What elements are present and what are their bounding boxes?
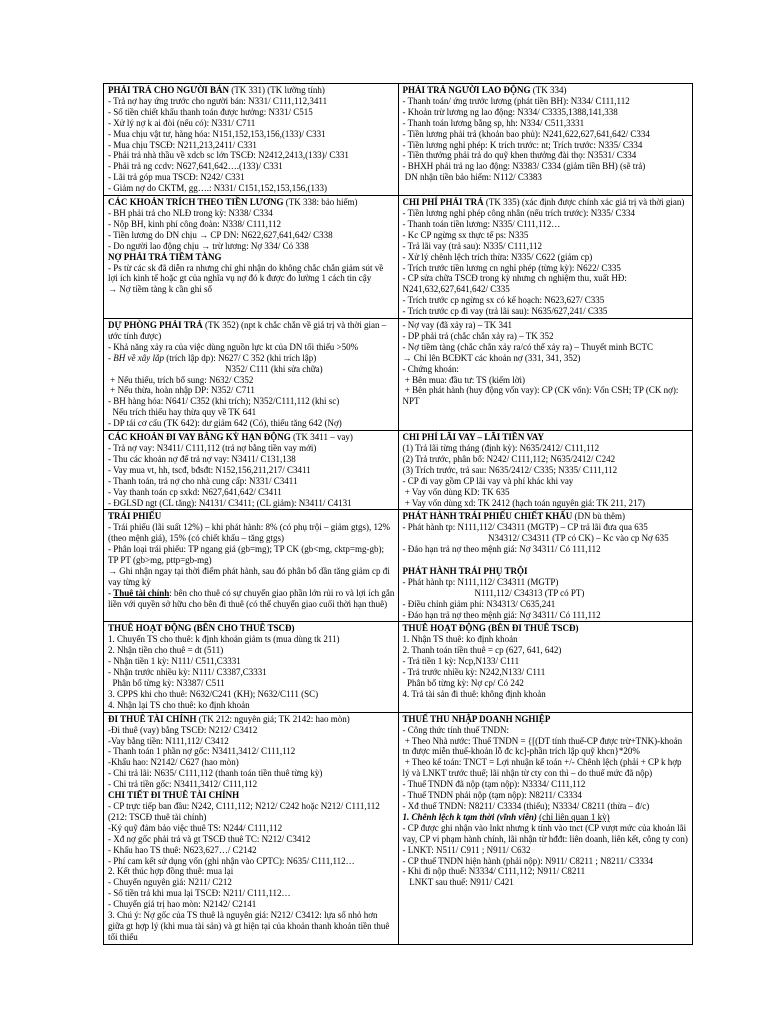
section-line (108, 353, 395, 364)
section-line: Phân bổ từng kỳ: N3387/ C511 (108, 678, 225, 689)
section-line: - Thanh toán tiền lương: N335/ C111,112… (402, 218, 561, 229)
section-line: → Chỉ lên BCĐKT các khoản nợ (331, 341, 352) (402, 352, 581, 363)
section-line: - Thanh toán lương bằng sp, hh: N334/ C511,3331 (402, 117, 585, 128)
line-segment: (trích lập dp): N627/ C 352 (khi trích lập) (163, 352, 317, 363)
section-line: + Vay vốn dùng xd: TK 2412 (hạch toán nguyên giá: TK 211, 217) (402, 497, 645, 508)
section-line: - Thanh toán/ ứng trước lương (phát tiền BH): N334/ C111,112 (402, 95, 630, 106)
section-line: 2. Kết thúc hợp đồng thuê: mua lại (108, 866, 234, 877)
section-title: PHÁT HÀNH TRÁI PHỤ TRỘI (402, 565, 528, 576)
section-line: - Trái phiếu (lãi suất 12%) – khi phát hành: 8% (có phụ trội – giảm gtgs), 12% (theo mệnh giá), 15% (có chiết khấu – tăng gtgs) (108, 522, 393, 544)
section (108, 197, 395, 252)
table-row (104, 196, 693, 319)
section (108, 790, 395, 943)
section-line (403, 812, 690, 823)
section-title: CHI PHÍ PHẢI TRẢ (402, 197, 484, 208)
table-cell-right (398, 510, 693, 622)
section-line: - Thanh toán 1 phần nợ gốc: N3411,3412/ C111,112 (108, 746, 296, 757)
section-line: N352/ C111 (khi sửa chữa) (108, 363, 323, 374)
section-line: 2. Thanh toán tiền thuê = cp (627, 641, 642) (402, 645, 562, 656)
section-heading (403, 85, 690, 96)
section-line: N111,112/ C34313 (TP có PT) (402, 587, 585, 598)
section-line: - Số tiền chiết khấu thanh toán được hưởng: N331/ C515 (108, 106, 313, 117)
section-title: THUẾ THU NHẬP DOANH NGHIỆP (402, 713, 551, 724)
section-line: - DP tái cơ cấu (TK 642): dư giảm 642 (Có), thiếu tăng 642 (Nợ) (108, 418, 342, 429)
table-row (104, 84, 693, 196)
section-line: 1. Chuyển TS cho thuê: k định khoản giảm ts (mua dùng tk 211) (108, 634, 340, 645)
table-row (104, 510, 693, 622)
section-line: (2) Trả trước, phân bổ: N242/ C111,112; N635/2412/ C242 (402, 453, 616, 464)
section (403, 566, 690, 621)
table-cell-right (398, 622, 693, 712)
section-title: PHẢI TRẢ NGƯỜI LAO ĐỘNG (402, 85, 531, 95)
section-line: - Phát hành tp: N111,112/ C34311 (MGTP) – CP trả lãi đưa qua 635 (402, 522, 648, 533)
section-line: 1. Nhận TS thuê: ko định khoản (402, 634, 518, 645)
section-line: + Theo kế toán: TNCT = Lợi nhuận kế toán +/- Chênh lệch (phải + CP k hợp lý và LNKT trước thuế; lãi nhận từ cty con thì – do thuế mức đã nộp) (402, 757, 684, 779)
section-line: - Tiền lương do DN chịu → CP DN: N622,627,641,642/ C338 (108, 229, 333, 240)
section-line: LNKT sau thuế: N911/ C421 (402, 877, 514, 888)
table-row (104, 622, 693, 712)
section-title-note: (TK 212: nguyên giá; TK 2142: hao mòn) (196, 713, 350, 724)
section-line: - Khi đi nộp thuế: N3334/ C111,112; N911/ C8211 (402, 866, 586, 877)
section-line: -Ký quỹ đảm bảo việc thuê TS: N244/ C111,112 (108, 822, 283, 833)
section (108, 511, 395, 609)
section-line (108, 588, 395, 610)
section-line: - BH phải trả cho NLĐ trong kỳ: N338/ C334 (108, 207, 273, 218)
section-title: CÁC KHOẢN ĐI VAY BẰNG KỲ HẠN ĐỘNG (108, 432, 291, 443)
section-title: CÁC KHOẢN TRÍCH THEO TIỀN LƯƠNG (108, 197, 284, 208)
section-line: - Khả năng xảy ra của việc dùng nguồn lực kt của DN tối thiểu >50% (108, 341, 359, 352)
table-cell-left (104, 196, 399, 319)
section-line: N34312/ C34311 (TP có CK) – Kc vào cp Nợ 635 (402, 533, 669, 544)
table-cell-left (104, 84, 399, 196)
section-line: - Chi trả tiền gốc: N3411,3412/ C111,112 (108, 779, 258, 790)
section-line: - Xử lý chênh lệch trích thừa: N335/ C622 (giảm cp) (402, 251, 593, 262)
section-line: - ĐGLSD ngt (CL tăng): N4131/ C3411; (CL giảm): N3411/ C4131 (108, 497, 352, 508)
section (403, 623, 690, 699)
section-line: 3. Chú ý: Nợ gốc của TS thuê là nguyên giá: N212/ C3412: lựa số nhỏ hơn giữa gt hợp lý (khi mua tài sản) và gt hiện tại của khoản thanh khoản tiền thuê tối thiểu (108, 910, 392, 942)
section-line: -Khấu hao: N2142/ C627 (hao mòn) (108, 757, 239, 768)
table-cell-right (398, 196, 693, 319)
section-line: - Nợ vay (đã xảy ra) – TK 341 (402, 320, 513, 331)
section (108, 320, 395, 429)
table-cell-left (104, 510, 399, 622)
section-line: DN nhận tiền bảo hiểm: N112/ C3383 (402, 172, 542, 183)
section-line: - Xđ nợ gốc phải trả và gt TSCĐ thuê TC: N212/ C3412 (108, 833, 311, 844)
section-heading (403, 714, 690, 725)
section-line: - Ps từ các sk đã diễn ra nhưng chỉ ghi nhận do không chắc chắn giảm sút về lợi ích kinh tế hoặc gt của nghĩa vụ nợ đó k được đo lường 1 cách tin cậy (108, 262, 386, 284)
table-row (104, 431, 693, 510)
section-line: + Vay vốn dùng KD: TK 635 (402, 486, 510, 497)
section-title: PHÁT HÀNH TRÁI PHIẾU CHIẾT KHẤU (402, 511, 573, 522)
section-line: - Công thức tính thuế TNDN: (402, 724, 509, 735)
section-heading (108, 320, 395, 342)
table-cell-left (104, 431, 399, 510)
section-heading (108, 623, 395, 634)
section-heading (403, 432, 690, 443)
section (108, 432, 395, 508)
line-segment: BH về xây lắp (113, 352, 164, 363)
accounting-cheat-sheet-table (103, 83, 693, 945)
section-line: - Số tiền trả khi mua lại TSCĐ: N211/ C111,112… (108, 888, 291, 899)
section-title-note: (TK 3411 – vay) (290, 432, 353, 443)
section-line: - Phải trả nhà thầu về xdcb sc lớn TSCĐ: N2412,2413,(133)/ C331 (108, 150, 349, 161)
section-title: DỰ PHÒNG PHẢI TRẢ (108, 320, 203, 331)
section-line: - Chuyển giá trị hao mòn: N2142/ C2141 (108, 899, 257, 910)
section-line: - Trích trước tiền lương cn nghỉ phép (từng kỳ): N622/ C335 (402, 262, 621, 273)
section-line: + Nếu thừa, hoàn nhập DP: N352/ C711 (108, 385, 255, 396)
section-line: - LNKT: N511/ C911 ; N911/ C632 (402, 844, 531, 855)
line-segment: 1. Chênh lệch k tạm thời (vĩnh viễn) (402, 811, 537, 822)
section-line: + Theo Nhà nước: Thuế TNDN = {[(DT tính thuế-CP được trừ+TNK)-khoản tn được miễn thuế-khoản lỗ đc kc]-phần trích lập quỹ khcn}*20% (402, 735, 685, 757)
section-line: - Trả lãi vay (trả sau): N335/ C111,112 (402, 240, 542, 251)
section-title: THUÊ HOẠT ĐỘNG (BÊN CHO THUÊ TSCĐ) (108, 623, 295, 634)
section-title-note: (TK 334) (530, 85, 567, 95)
section-title: CHI PHÍ LÃI VAY – LÃI TIỀN VAY (402, 432, 544, 443)
section (403, 320, 690, 407)
section-title-note: (DN bù thêm) (572, 511, 626, 522)
table-body (104, 84, 693, 945)
section-heading (403, 511, 690, 522)
section-line: - Mua chịu vật tư, hàng hóa: N151,152,153,156,(133)/ C331 (108, 128, 326, 139)
section-line: (1) Trả lãi từng tháng (định kỳ): N635/2412/ C111,112 (402, 443, 600, 453)
section-line: - BH hàng hóa: N641/ C352 (khi trích); N352/C111,112 (khi sc) (108, 396, 340, 407)
section-line: - Nợ tiềm tàng (chắc chắn xảy ra/có thể xảy ra) – Thuyết minh BCTC (402, 341, 654, 352)
section-line: 4. Nhận lại TS cho thuê: ko định khoản (108, 699, 250, 710)
section-line: -Vay bằng tiền: N111,112/ C3412 (108, 735, 229, 746)
section-line: → Ghi nhận ngay tại thời điểm phát hành, sau đó phân bổ dần tăng giảm cp đi vay từng kỳ (108, 565, 392, 587)
section-line: + Nếu thiếu, trích bổ sung: N632/ C352 (108, 374, 254, 385)
line-segment: - (108, 587, 114, 598)
table-cell-left (104, 622, 399, 712)
section-line: - Thu các khoản nợ để trả nợ vay: N3411/ C131,138 (108, 453, 296, 464)
section-line: - Chứng khoán: (402, 363, 459, 374)
section-line: - Trích trước cp ngừng sx có kế hoạch: N623,627/ C335 (402, 295, 605, 306)
section-line: - Tiền thưởng phải trả do quỹ khen thưởng đài thọ: N3531/ C334 (402, 150, 637, 161)
section-line: + Bên phát hành (huy động vốn vay): CP (CK vốn): Vốn CSH; TP (CK nợ): NPT (402, 385, 681, 407)
section-line: - Phát hành tp: N111,112/ C34311 (MGTP) (402, 576, 559, 587)
section-heading (108, 790, 395, 801)
section-line: - CP được ghi nhận vào lnkt nhưng k tính vào tnct (CP vượt mức của khoản lãi vay, CP vi phạm hành chính, lãi nhận từ hđđt: liên doanh, liên kết, công ty con) (402, 822, 689, 844)
table-cell-right (398, 712, 693, 944)
section-line: - Giảm nợ do CKTM, gg….: N331/ C151,152,153,156,(133) (108, 183, 328, 194)
section-line: - Tiền lương phải trả (khoản bao phủ): N241,622,627,641,642/ C334 (402, 128, 650, 139)
section-title-note: (TK 338: bảo hiểm) (283, 197, 358, 208)
section-heading (403, 197, 690, 208)
section-heading (108, 197, 395, 208)
section-title-note: (TK 335) (xác định được chính xác giá trị và thời gian) (483, 197, 685, 208)
section-heading (403, 566, 690, 577)
line-segment: : bên cho thuê có sự chuyển giao phần lớn rủi ro và lợi ích gắn liền với quyền sở hữu cho bên đi thuê (có thể chuyển giao cuối thời hạn thuê) (108, 587, 397, 609)
section-line: - Trả nợ hay ứng trước cho người bán: N331/ C111,112,3411 (108, 95, 328, 106)
section-line: - Nộp BH, kinh phí công đoàn: N338/ C111,112 (108, 218, 281, 229)
table-cell-left (104, 319, 399, 431)
section (403, 197, 690, 317)
section-line: - Vay thanh toán cp sxkd: N627,641,642/ C3411 (108, 486, 282, 497)
section-title: CHI TIẾT ĐI THUÊ TÀI CHÍNH (108, 790, 240, 801)
section-line: -Đi thuê (vay) bằng TSCĐ: N212/ C3412 (108, 724, 258, 735)
section-line: - Trả trước nhiều kỳ: N242,N133/ C111 (402, 667, 546, 678)
section-title-note: (TK 352) (npt k chắc chắn về giá trị và thời gian – ước tính được) (108, 320, 387, 341)
section-line: + Bên mua: đầu tư: TS (kiếm lời) (402, 374, 526, 385)
section-line: - Thuế TNDN đã nộp (tạm nộp): N3334/ C111,112 (402, 779, 586, 790)
section-line: (3) Trích trước, trả sau: N635/2412/ C335; N335/ C111,112 (402, 464, 618, 475)
section-line: - Trả tiền 1 kỳ: Ncp,N133/ C111 (402, 656, 520, 667)
section (108, 85, 395, 194)
section-line: Phân bổ từng kỳ: Nợ cp/ Có 242 (402, 678, 524, 689)
section-line: - Thuế TNDN phải nộp (tạm nộp): N8211/ C3334 (402, 790, 582, 801)
section-line: - Kc CP ngừng sx thực tế ps: N335 (402, 229, 529, 240)
section-heading (108, 432, 395, 443)
section-line: - Trích trước cp đi vay (trả lãi sau): N635/627,241/ C335 (402, 306, 608, 317)
section-title: THUÊ HOẠT ĐỘNG (BÊN ĐI THUÊ TSCĐ) (402, 623, 579, 634)
table-row (104, 712, 693, 944)
section (108, 714, 395, 790)
line-segment: Thuê tài chính (113, 587, 170, 598)
section-title-note: (TK 331) (TK lưỡng tính) (229, 85, 325, 95)
table-cell-left (104, 712, 399, 944)
section-line: - Xđ thuế TNDN: N8211/ C3334 (thiếu); N3334/ C8211 (thừa – đ/c) (402, 800, 650, 811)
section-heading (108, 511, 395, 522)
section-line: - Trả nợ vay: N3411/ C111,112 (trả nợ bằng tiền vay mới) (108, 443, 317, 453)
section-line: 3. CPPS khi cho thuê: N632/C241 (KH); N632/C111 (SC) (108, 688, 319, 699)
table-row (104, 319, 693, 431)
section-line: - Khấu hao TS thuê: N623,627…/ C2142 (108, 844, 257, 855)
section (403, 432, 690, 508)
section-line: - CP sửa chữa TSCĐ trong kỳ nhưng ch nghiệm thu, xuất HĐ: N241,632,627,641,642/ C335 (402, 273, 630, 295)
section-title: TRÁI PHIẾU (108, 511, 162, 522)
section-line: - BHXH phải trả ng lao động: N3383/ C334 (giảm tiền BH) (sẽ trả) (402, 161, 646, 172)
section-heading (108, 714, 395, 725)
section-line: 4. Trả tài sản đi thuê: không định khoản (402, 688, 546, 699)
table-cell-right (398, 431, 693, 510)
section-title: ĐI THUÊ TÀI CHÍNH (108, 713, 197, 724)
section-line: - Khoản trừ lương ng lao động: N334/ C3335,1388,141,338 (402, 106, 618, 117)
table-cell-right (398, 319, 693, 431)
section-line: - CP đi vay gồm CP lãi vay và phí khác khi vay (402, 475, 574, 486)
section-line: - Mua chịu TSCĐ: N211,213,2411/ C331 (108, 139, 257, 150)
section-line: - Lãi trả góp mua TSCĐ: N242/ C331 (108, 172, 245, 183)
section-line: - Chuyển nguyên giá: N211/ C212 (108, 877, 232, 888)
section-line: - Phí cam kết sử dụng vốn (ghi nhận vào CPTC): N635/ C111,112… (108, 855, 355, 866)
line-segment: - (108, 352, 114, 363)
section-line: - Tiền lương nghỉ phép công nhân (nếu trích trước): N335/ C334 (402, 207, 635, 218)
section-line: - Đáo hạn trả nợ theo mệnh giá: Nợ 34311/ Có 111,112 (402, 544, 601, 555)
section-line: - Phân loại trái phiếu: TP ngang giá (gb=mg); TP CK (gb<mg, cktp=mg-gb); TP PT (gb>mg, pttp=gb-mg) (108, 544, 387, 566)
section-line: - Tiền lương nghỉ phép: K trích trước: nt; Trích trước: N335/ C334 (402, 139, 643, 150)
section-heading (403, 623, 690, 634)
section-line: - Xử lý nợ k ai đòi (nếu có): N331/ C711 (108, 117, 256, 128)
section-line: - Nhận trước nhiều kỳ: N111/ C3387,C3331 (108, 667, 267, 678)
line-segment: (chỉ liên quan 1 kỳ) (539, 811, 610, 822)
section (403, 511, 690, 555)
section-line: - Phải trả ng ccdv: N627,641,642….(133)/ C331 (108, 161, 283, 172)
section-heading (108, 252, 395, 263)
section-title: PHẢI TRẢ CHO NGƯỜI BÁN (108, 85, 230, 95)
section-line: 2. Nhận tiền cho thuê = dt (511) (108, 645, 224, 656)
section-line: Nếu trích thiếu hay thừa quy về TK 641 (108, 407, 257, 418)
section (403, 85, 690, 183)
section-line: - DP phải trả (chắc chắn xảy ra) – TK 352 (402, 330, 554, 341)
section-line: - Do người lao động chịu → trừ lương: Nợ 334/ Có 338 (108, 240, 309, 251)
section-line: - Điều chỉnh giảm phí: N34313/ C635,241 (402, 598, 556, 609)
table-cell-right (398, 84, 693, 196)
section (403, 714, 690, 889)
section-heading (108, 85, 395, 96)
section-title: NỢ PHẢI TRẢ TIỀM TÀNG (108, 251, 222, 262)
section (108, 252, 395, 296)
section-line: - Đáo hạn trả nợ theo mệnh giá: Nợ 34311/ Có 111,112 (402, 609, 601, 620)
section-line: - CP trực tiếp ban đầu: N242, C111,112; N212/ C242 hoặc N212/ C111,112 (212: TSCĐ thuê tài chính) (108, 800, 383, 822)
section (108, 623, 395, 710)
section-line: - Chi trả lãi: N635/ C111,112 (thanh toán tiền thuê từng kỳ) (108, 768, 323, 779)
section-line: - Nhận tiền 1 kỳ: N111/ C511,C3331 (108, 656, 241, 667)
section-line: - Thanh toán, trả nợ cho nhà cung cấp: N331/ C3411 (108, 475, 298, 486)
section-line: - CP thuế TNDN hiện hành (phải nộp): N911/ C8211 ; N8211/ C3334 (402, 855, 653, 866)
section-line: → Nợ tiềm tàng k cần ghi sổ (108, 284, 212, 295)
section-line: - Vay mua vt, hh, tscđ, bđsđt: N152,156,211,217/ C3411 (108, 464, 311, 475)
